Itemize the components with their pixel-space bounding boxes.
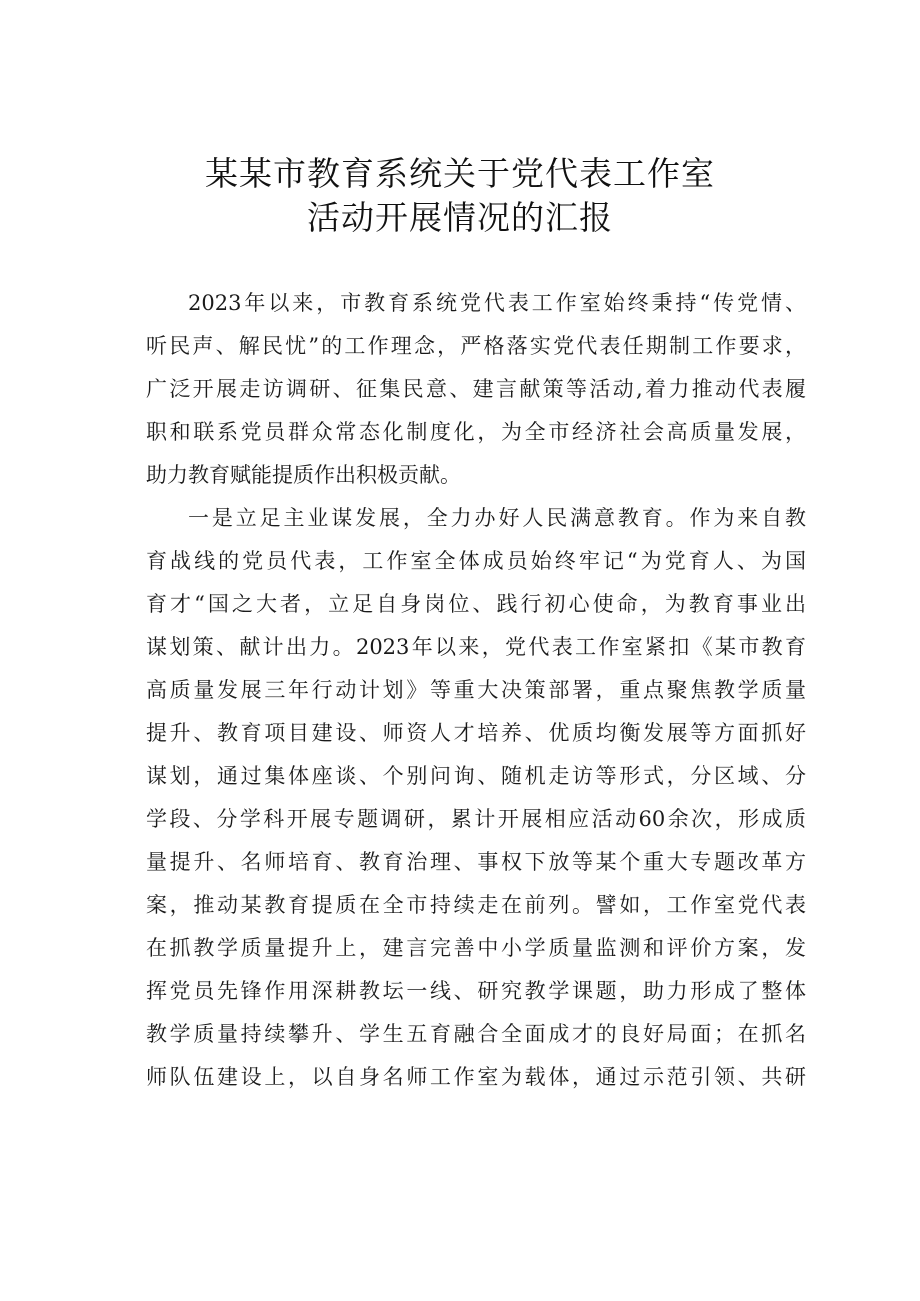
paragraph-intro (146, 282, 806, 497)
text-line: 听民声、解民忧”的工作理念，严格落实党代表任期制工作要求， (146, 334, 806, 358)
document-body (146, 282, 806, 1099)
text-line: 挥党员先锋作用深耕教坛一线、研究教学课题，助力形成了整体 (146, 979, 806, 1003)
text-line: 案，推动某教育提质在全市持续走在前列。譬如，工作室党代表 (146, 893, 806, 917)
text-line: 量提升、名师培育、教育治理、事权下放等某个重大专题改革方 (146, 850, 806, 874)
text-line: 在抓教学质量提升上，建言完善中小学质量监测和评价方案，发 (146, 936, 806, 960)
title-line: 活动开展情况的汇报 (307, 198, 613, 237)
text-line: 师队伍建设上，以自身名师工作室为载体，通过示范引领、共研 (146, 1065, 806, 1089)
text-line: 广泛开展走访调研、征集民意、建言献策等活动,着力推动代表履 (146, 377, 806, 401)
text-line: 教学质量持续攀升、学生五育融合全面成才的良好局面；在抓名 (146, 1022, 806, 1046)
text-line: 谋划，通过集体座谈、个别问询、随机走访等形式，分区域、分 (146, 764, 806, 788)
text-line: 育战线的党员代表，工作室全体成员始终牢记“为党育人、为国 (146, 549, 806, 573)
text-line: 谋划策、献计出力。2023年以来，党代表工作室紧扣《某市教育 (146, 635, 806, 659)
text-line: 职和联系党员群众常态化制度化，为全市经济社会高质量发展， (146, 420, 806, 444)
text-line: 助力教育赋能提质作出积极贡献。 (146, 463, 461, 487)
text-line: 学段、分学科开展专题调研，累计开展相应活动60余次，形成质 (146, 807, 806, 831)
title-line: 某某市教育系统关于党代表工作室 (205, 154, 715, 193)
text-line: 高质量发展三年行动计划》等重大决策部署，重点聚焦教学质量 (146, 678, 806, 702)
paragraph-section-one (146, 497, 806, 1099)
text-line: 一是立足主业谋发展，全力办好人民满意教育。作为来自教 (188, 506, 806, 530)
document-title (0, 152, 920, 240)
text-line: 提升、教育项目建设、师资人才培养、优质均衡发展等方面抓好 (146, 721, 806, 745)
text-line: 育才“国之大者，立足自身岗位、践行初心使命，为教育事业出 (146, 592, 806, 616)
text-line: 2023年以来，市教育系统党代表工作室始终秉持“传党情、 (188, 291, 806, 315)
